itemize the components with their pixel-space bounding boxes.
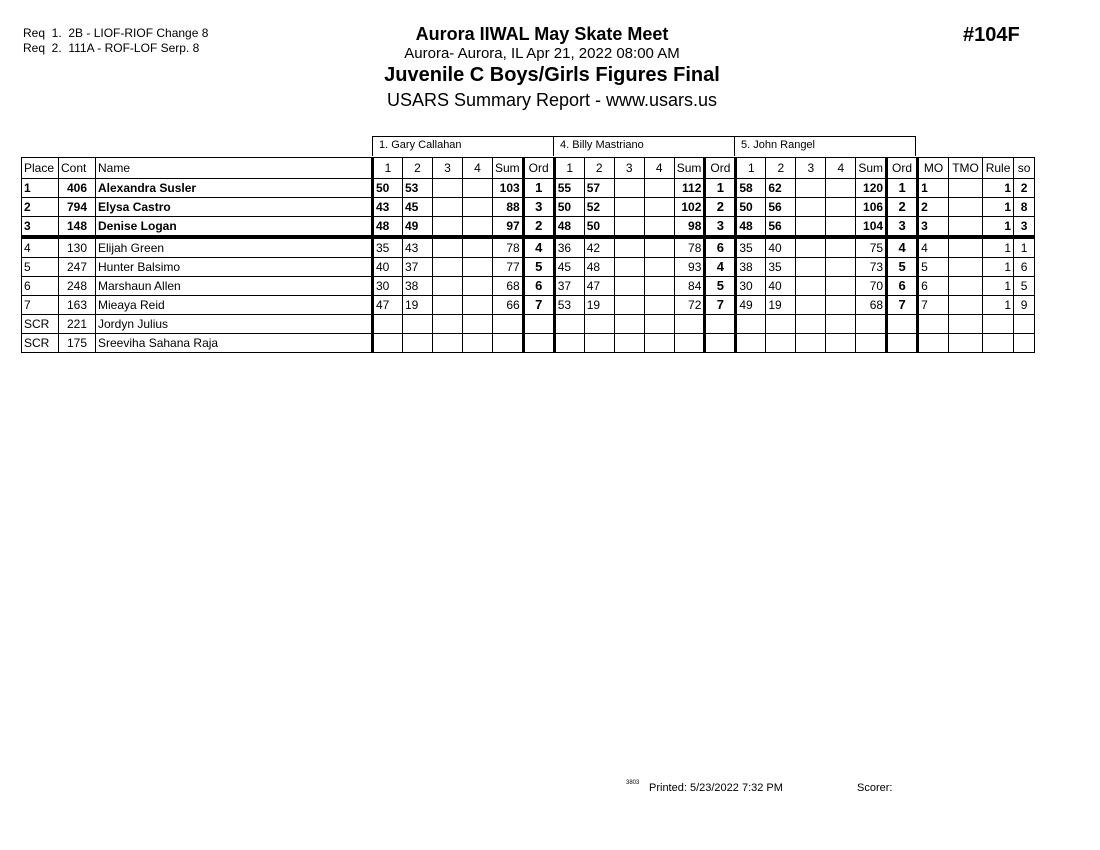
j3-score-cell	[826, 198, 856, 217]
j2-score-cell	[644, 277, 674, 296]
j3-score-cell	[826, 296, 856, 315]
col-name: Name	[96, 158, 373, 179]
col-j3-fig3: 3	[796, 158, 826, 179]
col-j3-ord: Ord	[887, 158, 918, 179]
j3-sum-cell: 120	[856, 179, 887, 198]
j2-score-cell	[614, 277, 644, 296]
so-cell: 5	[1014, 277, 1035, 296]
j1-score-cell	[403, 315, 433, 334]
j3-score-cell	[826, 315, 856, 334]
table-row	[22, 217, 1035, 238]
j2-score-cell	[614, 198, 644, 217]
j2-score-cell	[644, 315, 674, 334]
j2-ord-cell: 1	[705, 179, 736, 198]
j3-score-cell	[796, 217, 826, 238]
place-cell: 2	[22, 198, 59, 217]
j2-score-cell	[644, 198, 674, 217]
j2-score-cell	[644, 258, 674, 277]
meet-title: Aurora IIWAL May Skate Meet	[415, 24, 669, 44]
j2-score-cell	[644, 296, 674, 315]
footer-mark: 3803	[626, 780, 640, 786]
j2-score-cell	[554, 334, 584, 353]
name-cell: Denise Logan	[96, 217, 373, 238]
rule-cell: 1	[983, 277, 1014, 296]
j3-score-cell: 30	[736, 277, 766, 296]
j2-score-cell: 42	[584, 237, 614, 258]
j3-score-cell: 49	[736, 296, 766, 315]
judge-3-header: 5. John Rangel	[734, 136, 916, 156]
j1-ord-cell: 6	[523, 277, 554, 296]
j1-sum-cell: 88	[493, 198, 524, 217]
j2-ord-cell: 2	[705, 198, 736, 217]
j3-score-cell	[796, 237, 826, 258]
tmo-cell	[949, 277, 983, 296]
mo-cell	[918, 315, 949, 334]
j3-score-cell: 48	[736, 217, 766, 238]
so-cell: 2	[1014, 179, 1035, 198]
j2-score-cell: 50	[584, 217, 614, 238]
j1-ord-cell	[523, 315, 554, 334]
j3-ord-cell: 1	[887, 179, 918, 198]
table-row	[22, 315, 1035, 334]
j1-score-cell	[373, 315, 403, 334]
tmo-cell	[949, 334, 983, 353]
col-rule: Rule	[983, 158, 1014, 179]
cont-cell: 247	[59, 258, 96, 277]
j2-score-cell	[614, 217, 644, 238]
j2-ord-cell	[705, 334, 736, 353]
j2-sum-cell: 84	[674, 277, 705, 296]
so-cell	[1014, 315, 1035, 334]
j2-score-cell	[644, 237, 674, 258]
j1-score-cell	[463, 296, 493, 315]
place-cell: 3	[22, 217, 59, 238]
j3-score-cell: 40	[766, 277, 796, 296]
printed-timestamp: Printed: 5/23/2022 7:32 PM	[649, 782, 783, 794]
j2-score-cell	[644, 217, 674, 238]
mo-cell: 2	[918, 198, 949, 217]
so-cell: 8	[1014, 198, 1035, 217]
j3-ord-cell: 2	[887, 198, 918, 217]
col-j2-fig4: 4	[644, 158, 674, 179]
col-j3-fig2: 2	[766, 158, 796, 179]
j3-sum-cell: 68	[856, 296, 887, 315]
j3-sum-cell: 73	[856, 258, 887, 277]
j3-ord-cell: 7	[887, 296, 918, 315]
j2-ord-cell: 4	[705, 258, 736, 277]
j3-ord-cell: 5	[887, 258, 918, 277]
j2-score-cell	[614, 237, 644, 258]
event-title: Juvenile C Boys/Girls Figures Final	[384, 64, 720, 86]
mo-cell: 4	[918, 237, 949, 258]
j1-score-cell	[433, 258, 463, 277]
j3-score-cell	[796, 179, 826, 198]
tmo-cell	[949, 315, 983, 334]
col-j2-sum: Sum	[674, 158, 705, 179]
j1-score-cell: 43	[403, 237, 433, 258]
j3-score-cell: 58	[736, 179, 766, 198]
j1-ord-cell: 5	[523, 258, 554, 277]
j1-score-cell	[463, 217, 493, 238]
j1-sum-cell	[493, 334, 524, 353]
cont-cell: 248	[59, 277, 96, 296]
j2-score-cell: 53	[554, 296, 584, 315]
j3-ord-cell: 6	[887, 277, 918, 296]
j1-score-cell	[373, 334, 403, 353]
scorer-label: Scorer:	[857, 782, 893, 794]
cont-cell: 148	[59, 217, 96, 238]
j1-score-cell: 37	[403, 258, 433, 277]
mo-cell	[918, 334, 949, 353]
j1-score-cell	[463, 277, 493, 296]
j3-score-cell	[796, 198, 826, 217]
name-cell: Jordyn Julius	[96, 315, 373, 334]
j2-ord-cell: 7	[705, 296, 736, 315]
j2-score-cell: 55	[554, 179, 584, 198]
j1-score-cell	[463, 258, 493, 277]
j2-score-cell	[614, 296, 644, 315]
j3-score-cell	[826, 237, 856, 258]
tmo-cell	[949, 296, 983, 315]
rule-cell: 1	[983, 296, 1014, 315]
j2-score-cell: 47	[584, 277, 614, 296]
j2-score-cell	[584, 315, 614, 334]
col-j1-fig4: 4	[463, 158, 493, 179]
j1-ord-cell: 4	[523, 237, 554, 258]
j2-score-cell	[644, 334, 674, 353]
place-cell: SCR	[22, 334, 59, 353]
table-row	[22, 277, 1035, 296]
j3-score-cell: 19	[766, 296, 796, 315]
j2-sum-cell: 102	[674, 198, 705, 217]
j2-ord-cell: 5	[705, 277, 736, 296]
j2-score-cell: 19	[584, 296, 614, 315]
j3-score-cell	[826, 277, 856, 296]
cont-cell: 794	[59, 198, 96, 217]
place-cell: 1	[22, 179, 59, 198]
rule-cell	[983, 315, 1014, 334]
mo-cell: 6	[918, 277, 949, 296]
j3-score-cell	[796, 258, 826, 277]
j3-ord-cell	[887, 334, 918, 353]
j1-score-cell: 47	[373, 296, 403, 315]
name-cell: Hunter Balsimo	[96, 258, 373, 277]
j1-score-cell: 48	[373, 217, 403, 238]
col-cont: Cont	[59, 158, 96, 179]
j1-sum-cell	[493, 315, 524, 334]
j1-score-cell	[433, 198, 463, 217]
j1-sum-cell: 77	[493, 258, 524, 277]
tmo-cell	[949, 237, 983, 258]
rule-cell: 1	[983, 198, 1014, 217]
mo-cell: 5	[918, 258, 949, 277]
rule-cell: 1	[983, 258, 1014, 277]
col-j1-fig3: 3	[433, 158, 463, 179]
j2-ord-cell: 6	[705, 237, 736, 258]
j1-score-cell: 30	[373, 277, 403, 296]
j2-sum-cell: 72	[674, 296, 705, 315]
col-j2-fig2: 2	[584, 158, 614, 179]
results-table	[21, 157, 1035, 353]
col-j1-sum: Sum	[493, 158, 524, 179]
j2-sum-cell	[674, 334, 705, 353]
col-mo: MO	[918, 158, 949, 179]
j2-score-cell: 48	[554, 217, 584, 238]
j3-sum-cell: 104	[856, 217, 887, 238]
col-j1-ord: Ord	[523, 158, 554, 179]
rule-cell: 1	[983, 179, 1014, 198]
requirement-2: Req 2. 111A - ROF-LOF Serp. 8	[23, 41, 200, 55]
j2-score-cell: 57	[584, 179, 614, 198]
name-cell: Alexandra Susler	[96, 179, 373, 198]
col-j2-fig3: 3	[614, 158, 644, 179]
j2-score-cell: 36	[554, 237, 584, 258]
j1-score-cell	[433, 334, 463, 353]
mo-cell: 7	[918, 296, 949, 315]
so-cell: 6	[1014, 258, 1035, 277]
j3-ord-cell: 4	[887, 237, 918, 258]
j3-score-cell: 40	[766, 237, 796, 258]
j1-score-cell	[463, 315, 493, 334]
judge-2-header: 4. Billy Mastriano	[553, 136, 735, 156]
name-cell: Sreeviha Sahana Raja	[96, 334, 373, 353]
j2-score-cell	[584, 334, 614, 353]
tmo-cell	[949, 179, 983, 198]
rule-cell: 1	[983, 237, 1014, 258]
col-j1-fig2: 2	[403, 158, 433, 179]
j1-ord-cell: 3	[523, 198, 554, 217]
j2-ord-cell	[705, 315, 736, 334]
j2-score-cell: 48	[584, 258, 614, 277]
place-cell: SCR	[22, 315, 59, 334]
so-cell: 3	[1014, 217, 1035, 238]
col-j2-ord: Ord	[705, 158, 736, 179]
j2-score-cell	[614, 258, 644, 277]
cont-cell: 163	[59, 296, 96, 315]
col-j3-fig4: 4	[826, 158, 856, 179]
j1-sum-cell: 78	[493, 237, 524, 258]
rule-cell	[983, 334, 1014, 353]
table-row	[22, 237, 1035, 258]
j1-score-cell	[433, 277, 463, 296]
j3-sum-cell	[856, 334, 887, 353]
j3-score-cell	[826, 258, 856, 277]
j2-sum-cell: 78	[674, 237, 705, 258]
tmo-cell	[949, 217, 983, 238]
place-cell: 7	[22, 296, 59, 315]
j1-score-cell: 19	[403, 296, 433, 315]
j2-ord-cell: 3	[705, 217, 736, 238]
so-cell	[1014, 334, 1035, 353]
j2-score-cell	[614, 179, 644, 198]
j2-score-cell: 37	[554, 277, 584, 296]
j2-score-cell	[614, 315, 644, 334]
j2-score-cell: 45	[554, 258, 584, 277]
j3-score-cell	[826, 334, 856, 353]
j3-score-cell	[736, 315, 766, 334]
j2-sum-cell	[674, 315, 705, 334]
col-so: so	[1014, 158, 1035, 179]
requirement-1: Req 1. 2B - LIOF-RIOF Change 8	[23, 26, 209, 40]
table-row	[22, 334, 1035, 353]
so-cell: 9	[1014, 296, 1035, 315]
cont-cell: 130	[59, 237, 96, 258]
j1-sum-cell: 103	[493, 179, 524, 198]
j1-score-cell	[463, 198, 493, 217]
j3-score-cell: 38	[736, 258, 766, 277]
j1-score-cell: 35	[373, 237, 403, 258]
table-row	[22, 179, 1035, 198]
name-cell: Mieaya Reid	[96, 296, 373, 315]
cont-cell: 175	[59, 334, 96, 353]
name-cell: Marshaun Allen	[96, 277, 373, 296]
j1-sum-cell: 68	[493, 277, 524, 296]
j3-score-cell: 56	[766, 217, 796, 238]
j3-sum-cell: 70	[856, 277, 887, 296]
col-tmo: TMO	[949, 158, 983, 179]
j3-score-cell: 62	[766, 179, 796, 198]
mo-cell: 1	[918, 179, 949, 198]
j1-score-cell	[433, 296, 463, 315]
j3-sum-cell	[856, 315, 887, 334]
j1-score-cell	[433, 315, 463, 334]
j2-sum-cell: 93	[674, 258, 705, 277]
j1-score-cell: 38	[403, 277, 433, 296]
col-j1-fig1: 1	[373, 158, 403, 179]
j3-score-cell	[766, 315, 796, 334]
cont-cell: 221	[59, 315, 96, 334]
j3-ord-cell: 3	[887, 217, 918, 238]
j1-sum-cell: 97	[493, 217, 524, 238]
tmo-cell	[949, 258, 983, 277]
judge-1-header: 1. Gary Callahan	[372, 136, 554, 156]
place-cell: 5	[22, 258, 59, 277]
cont-cell: 406	[59, 179, 96, 198]
j1-ord-cell: 7	[523, 296, 554, 315]
j2-sum-cell: 98	[674, 217, 705, 238]
j3-sum-cell: 75	[856, 237, 887, 258]
j2-score-cell: 52	[584, 198, 614, 217]
col-place: Place	[22, 158, 59, 179]
col-j2-fig1: 1	[554, 158, 584, 179]
report-title: USARS Summary Report - www.usars.us	[386, 90, 718, 110]
j1-score-cell	[463, 237, 493, 258]
j3-score-cell	[736, 334, 766, 353]
j1-score-cell	[433, 237, 463, 258]
j3-score-cell: 35	[766, 258, 796, 277]
j1-score-cell: 40	[373, 258, 403, 277]
j3-score-cell	[826, 217, 856, 238]
j1-score-cell	[433, 217, 463, 238]
j1-score-cell	[463, 334, 493, 353]
table-row	[22, 258, 1035, 277]
j2-score-cell	[614, 334, 644, 353]
j1-score-cell	[403, 334, 433, 353]
j1-sum-cell: 66	[493, 296, 524, 315]
j3-score-cell	[796, 296, 826, 315]
j3-score-cell	[766, 334, 796, 353]
name-cell: Elysa Castro	[96, 198, 373, 217]
j3-score-cell	[796, 334, 826, 353]
j1-score-cell: 49	[403, 217, 433, 238]
col-j3-sum: Sum	[856, 158, 887, 179]
j3-score-cell: 35	[736, 237, 766, 258]
location-date: Aurora- Aurora, IL Apr 21, 2022 08:00 AM	[404, 45, 680, 62]
j1-score-cell: 43	[373, 198, 403, 217]
j1-score-cell: 53	[403, 179, 433, 198]
table-row	[22, 198, 1035, 217]
j1-score-cell	[463, 179, 493, 198]
j3-ord-cell	[887, 315, 918, 334]
rule-cell: 1	[983, 217, 1014, 238]
j3-score-cell	[796, 277, 826, 296]
j3-score-cell: 56	[766, 198, 796, 217]
j3-score-cell	[796, 315, 826, 334]
col-j3-fig1: 1	[736, 158, 766, 179]
table-row	[22, 296, 1035, 315]
j2-score-cell	[554, 315, 584, 334]
j2-score-cell	[644, 179, 674, 198]
j1-ord-cell	[523, 334, 554, 353]
so-cell: 1	[1014, 237, 1035, 258]
j2-score-cell: 50	[554, 198, 584, 217]
mo-cell: 3	[918, 217, 949, 238]
name-cell: Elijah Green	[96, 237, 373, 258]
place-cell: 4	[22, 237, 59, 258]
tmo-cell	[949, 198, 983, 217]
j1-score-cell: 50	[373, 179, 403, 198]
j3-score-cell: 50	[736, 198, 766, 217]
header-row	[22, 158, 1035, 179]
place-cell: 6	[22, 277, 59, 296]
j1-ord-cell: 1	[523, 179, 554, 198]
j1-score-cell: 45	[403, 198, 433, 217]
j2-sum-cell: 112	[674, 179, 705, 198]
j1-ord-cell: 2	[523, 217, 554, 238]
j1-score-cell	[433, 179, 463, 198]
event-number: #104F	[963, 24, 1020, 46]
j3-sum-cell: 106	[856, 198, 887, 217]
j3-score-cell	[826, 179, 856, 198]
